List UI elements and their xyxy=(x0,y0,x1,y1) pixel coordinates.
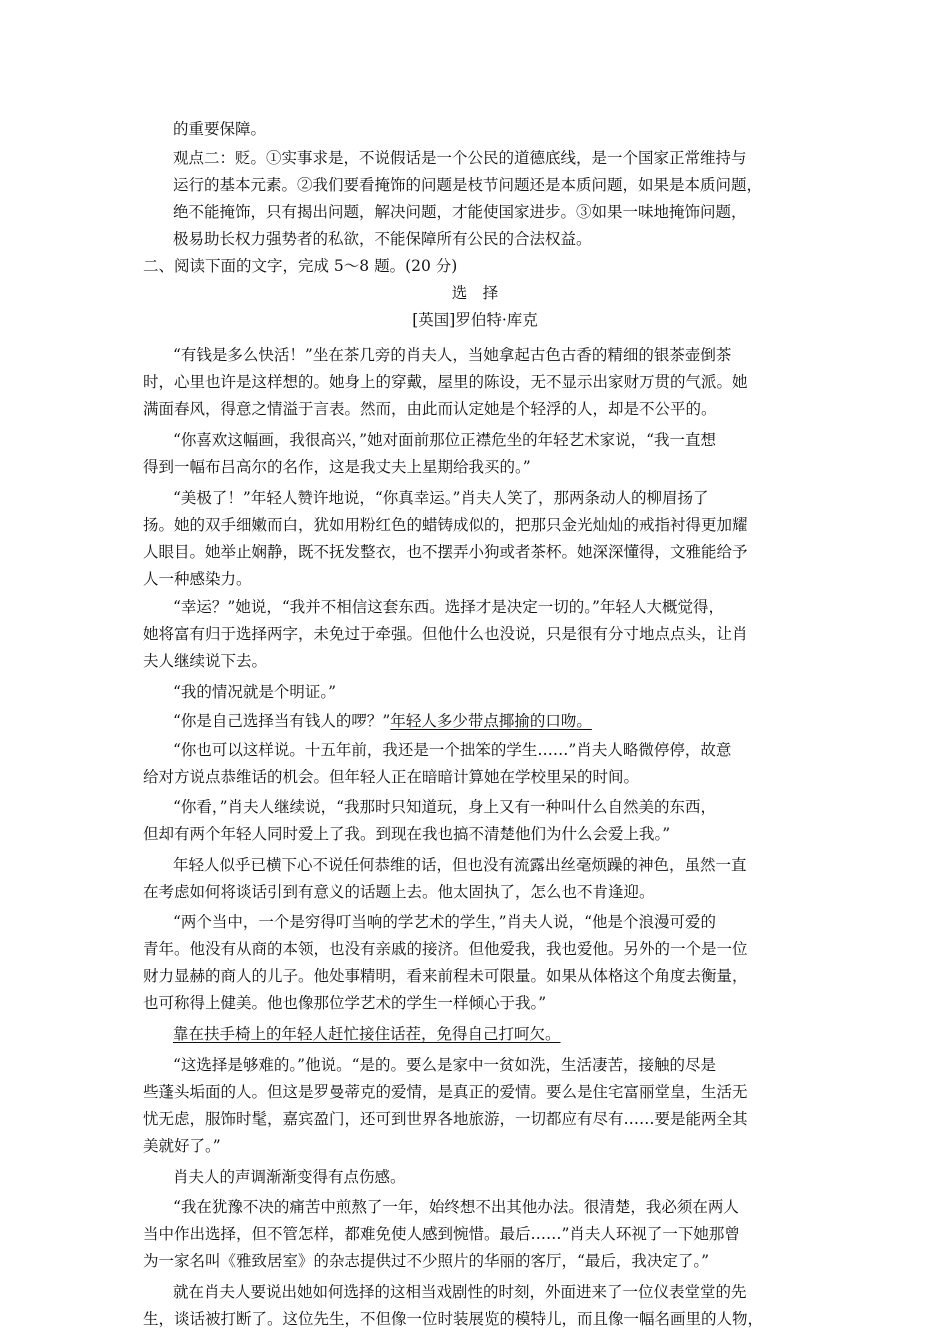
paragraph-line: “有钱是多么快活！”坐在茶几旁的肖夫人，当她拿起古色古香的精细的银茶壶倒茶 xyxy=(173,346,732,364)
dialogue-text: “你是自己选择当有钱人的啰？” xyxy=(173,712,391,730)
paragraph-line: 得到一幅布吕高尔的名作，这是我丈夫上星期给我买的。” xyxy=(143,458,531,476)
paragraph-line: “我的情况就是个明证。” xyxy=(173,683,337,701)
paragraph-line: 满面春风，得意之情溢于言表。然而，由此而认定她是个轻浮的人，却是不公平的。 xyxy=(143,400,717,418)
paragraph-line: 人眼目。她举止娴静，既不抚发整衣，也不摆弄小狗或者茶杯。她深深懂得，文雅能给予 xyxy=(143,543,748,561)
paragraph-line: 肖夫人的声调渐渐变得有点伤感。 xyxy=(173,1168,406,1186)
section-heading: 二、阅读下面的文字，完成 5～8 题。(20 分) xyxy=(143,257,458,275)
paragraph-line: 在考虑如何将谈话引到有意义的话题上去。他太固执了，怎么也不肯逢迎。 xyxy=(143,883,655,901)
underlined-sentence: 靠在扶手椅上的年轻人赶忙接住话茬，免得自己打呵欠。 xyxy=(173,1025,561,1043)
paragraph-line: 人一种感染力。 xyxy=(143,570,252,588)
paragraph-line: 夫人继续说下去。 xyxy=(143,652,268,670)
story-title: 选 择 xyxy=(451,284,499,302)
paragraph-line: “你看，”肖夫人继续说，“我那时只知道玩，身上又有一种叫什么自然美的东西， xyxy=(173,798,717,816)
paragraph-line: “两个当中，一个是穷得叮当响的学艺术的学生，”肖夫人说，“他是个浪漫可爱的 xyxy=(173,913,717,931)
paragraph-line: “这选择是够难的。”他说。“是的。要么是家中一贫如洗，生活凄苦，接触的尽是 xyxy=(173,1056,717,1074)
paragraph-line xyxy=(173,711,592,733)
paragraph-line: “你也可以这样说。十五年前，我还是一个拙笨的学生……”肖夫人略微停停，故意 xyxy=(173,741,732,759)
paragraph-line: “你喜欢这幅画，我很高兴，”她对面前那位正襟危坐的年轻艺术家说，“我一直想 xyxy=(173,431,717,449)
paragraph-line: 给对方说点恭维话的机会。但年轻人正在暗暗计算她在学校里呆的时间。 xyxy=(143,768,640,786)
text-line: 运行的基本元素。②我们要看掩饰的问题是枝节问题还是本质问题，如果是本质问题， xyxy=(173,176,763,194)
text-line: 观点二：贬。①实事求是，不说假话是一个公民的道德底线，是一个国家正常维持与 xyxy=(173,149,747,167)
text-line: 绝不能掩饰，只有揭出问题，解决问题，才能使国家进步。③如果一味地掩饰问题， xyxy=(173,203,747,221)
paragraph-line: “幸运？”她说，“我并不相信这套东西。选择才是决定一切的。”年轻人大概觉得， xyxy=(173,598,724,616)
paragraph-line: 当中作出选择，但不管怎样，都难免使人感到惋惜。最后……”肖夫人环视了一下她那曾 xyxy=(143,1225,740,1243)
paragraph-line: “我在犹豫不决的痛苦中煎熬了一年，始终想不出其他办法。很清楚，我必须在两人 xyxy=(173,1198,739,1216)
underlined-sentence: 年轻人多少带点揶揄的口吻。 xyxy=(390,712,592,730)
paragraph-line: 青年。他没有从商的本领，也没有亲戚的接济。但他爱我，我也爱他。另外的一个是一位 xyxy=(143,940,748,958)
paragraph-line: 但却有两个年轻人同时爱上了我。到现在我也搞不清楚他们为什么会爱上我。” xyxy=(143,825,671,843)
paragraph-line: 就在肖夫人要说出她如何选择的这相当戏剧性的时刻，外面进来了一位仪表堂堂的先 xyxy=(173,1283,747,1301)
text-line: 极易助长权力强势者的私欲，不能保障所有公民的合法权益。 xyxy=(173,230,592,248)
paragraph-line: 她将富有归于选择两字，未免过于牵强。但他什么也没说，只是很有分寸地点点头，让肖 xyxy=(143,625,748,643)
paragraph-line: 财力显赫的商人的儿子。他处事精明，看来前程未可限量。如果从体格这个角度去衡量， xyxy=(143,967,748,985)
paragraph-line: 时，心里也许是这样想的。她身上的穿戴，屋里的陈设，无不显示出家财万贯的气派。她 xyxy=(143,373,748,391)
paragraph-line: 年轻人似乎已横下心不说任何恭维的话，但也没有流露出丝毫烦躁的神色，虽然一直 xyxy=(173,856,747,874)
paragraph-line: “美极了！”年轻人赞许地说，“你真幸运。”肖夫人笑了，那两条动人的柳眉扬了 xyxy=(173,489,709,507)
paragraph-line: 扬。她的双手细嫩而白，犹如用粉红色的蜡铸成似的，把那只金光灿灿的戒指衬得更加耀 xyxy=(143,516,748,534)
paragraph-line: 些蓬头垢面的人。但这是罗曼蒂克的爱情，是真正的爱情。要么是住宅富丽堂皇，生活无 xyxy=(143,1083,748,1101)
text-line: 的重要保障。 xyxy=(173,120,267,138)
paragraph-line: 生，谈话被打断了。这位先生，不但像一位时装展览的模特儿，而且像一幅名画里的人物， xyxy=(143,1310,764,1328)
paragraph-line: 美就好了。” xyxy=(143,1137,221,1155)
paragraph-line: 忧无虑，服饰时髦，嘉宾盈门，还可到世界各地旅游，一切都应有尽有……要是能两全其 xyxy=(143,1110,748,1128)
paragraph-line: 也可称得上健美。他也像那位学艺术的学生一样倾心于我。” xyxy=(143,994,547,1012)
story-author: [英国]罗伯特·库克 xyxy=(412,311,538,329)
paragraph-line: 为一家名叫《雅致居室》的杂志提供过不少照片的华丽的客厅，“最后，我决定了。” xyxy=(143,1252,710,1270)
